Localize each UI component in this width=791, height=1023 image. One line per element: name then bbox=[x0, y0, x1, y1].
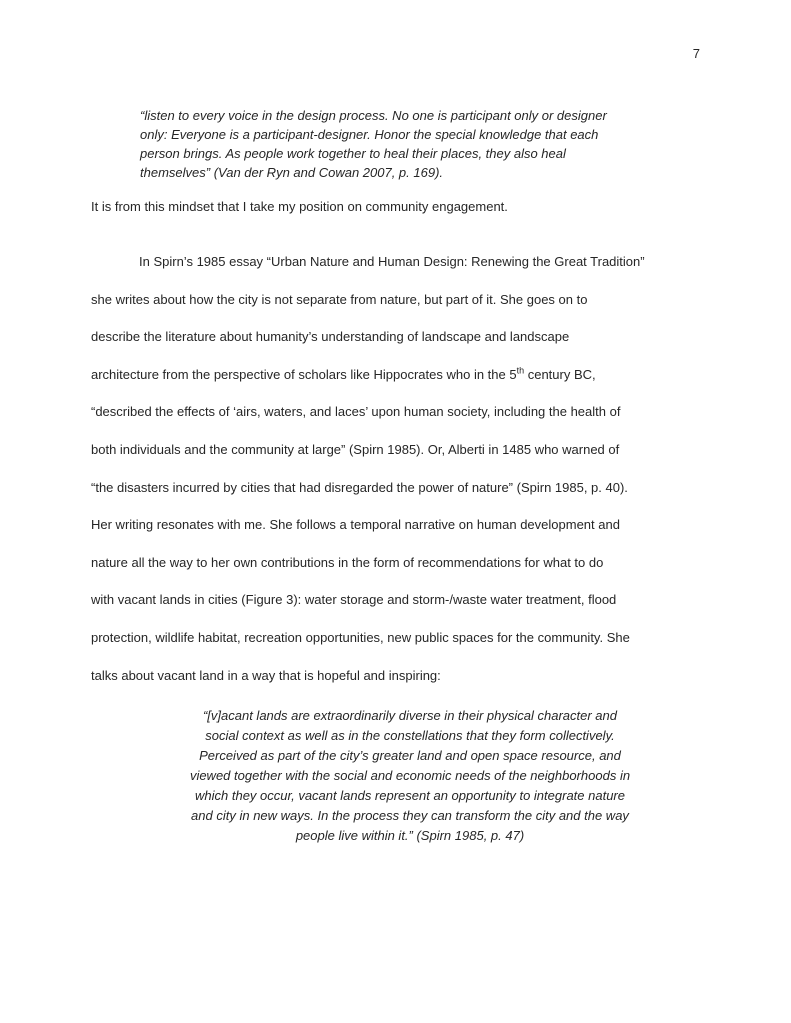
line-text: architecture from the perspective of scholars like Hippocrates who in the 5 bbox=[91, 366, 517, 382]
superscript-ordinal: th bbox=[516, 365, 525, 376]
essay-body-paragraph bbox=[91, 254, 731, 705]
line-text: century BC, bbox=[524, 366, 596, 382]
quote-line: “[v]acant lands are extraordinarily diverse in their physical character and bbox=[202, 708, 618, 723]
quote-line: only: Everyone is a participant-designer. Honor the special knowledge that each bbox=[140, 127, 599, 142]
quote-line: “listen to every voice in the design process. No one is participant only or designer bbox=[140, 108, 607, 123]
paragraph-line: protection, wildlife habitat, recreation opportunities, new public spaces for the community. She bbox=[91, 629, 630, 645]
paragraph-line: “described the effects of ‘airs, waters, and laces’ upon human society, including the health of bbox=[91, 404, 621, 420]
closing-block-quote bbox=[101, 706, 719, 846]
opening-block-quote bbox=[140, 106, 680, 182]
paragraph-line: nature all the way to her own contributions in the form of recommendations for what to do bbox=[91, 554, 604, 570]
quote-line: Perceived as part of the city’s greater land and open space resource, and bbox=[199, 748, 621, 763]
paragraph-line: “the disasters incurred by cities that had disregarded the power of nature” (Spirn 1985, p. 40). bbox=[91, 479, 628, 495]
paragraph-line: with vacant lands in cities (Figure 3): water storage and storm-/waste water treatment, flood bbox=[91, 592, 617, 608]
paragraph-line: describe the literature about humanity’s understanding of landscape and landscape bbox=[91, 329, 570, 345]
quote-line: which they occur, vacant lands represent an opportunity to integrate nature bbox=[195, 788, 625, 803]
paragraph-line-with-superscript bbox=[91, 367, 731, 405]
paragraph-line: talks about vacant land in a way that is hopeful and inspiring: bbox=[91, 667, 441, 683]
paragraph-line: Her writing resonates with me. She follows a temporal narrative on human development and bbox=[91, 517, 620, 533]
quote-line: person brings. As people work together to heal their places, they also heal bbox=[140, 146, 566, 161]
quote-line: social context as well as in the constellations that they form collectively. bbox=[205, 728, 615, 743]
quote-line: and city in new ways. In the process they can transform the city and the way bbox=[191, 808, 629, 823]
quote-line: viewed together with the social and economic needs of the neighborhoods in bbox=[189, 768, 631, 783]
page-number: 7 bbox=[692, 46, 700, 61]
paragraph-line: both individuals and the community at large” (Spirn 1985). Or, Alberti in 1485 who warned of bbox=[91, 441, 620, 457]
paragraph-line: she writes about how the city is not separate from nature, but part of it. She goes on to bbox=[91, 291, 588, 307]
quote-line: themselves” (Van der Ryn and Cowan 2007, p. 169). bbox=[140, 165, 444, 180]
paragraph-line: In Spirn’s 1985 essay “Urban Nature and Human Design: Renewing the Great Tradition” bbox=[139, 254, 645, 269]
quote-line: people live within it.” (Spirn 1985, p. 47) bbox=[295, 828, 525, 843]
mindset-paragraph: It is from this mindset that I take my position on community engagement. bbox=[91, 199, 508, 214]
